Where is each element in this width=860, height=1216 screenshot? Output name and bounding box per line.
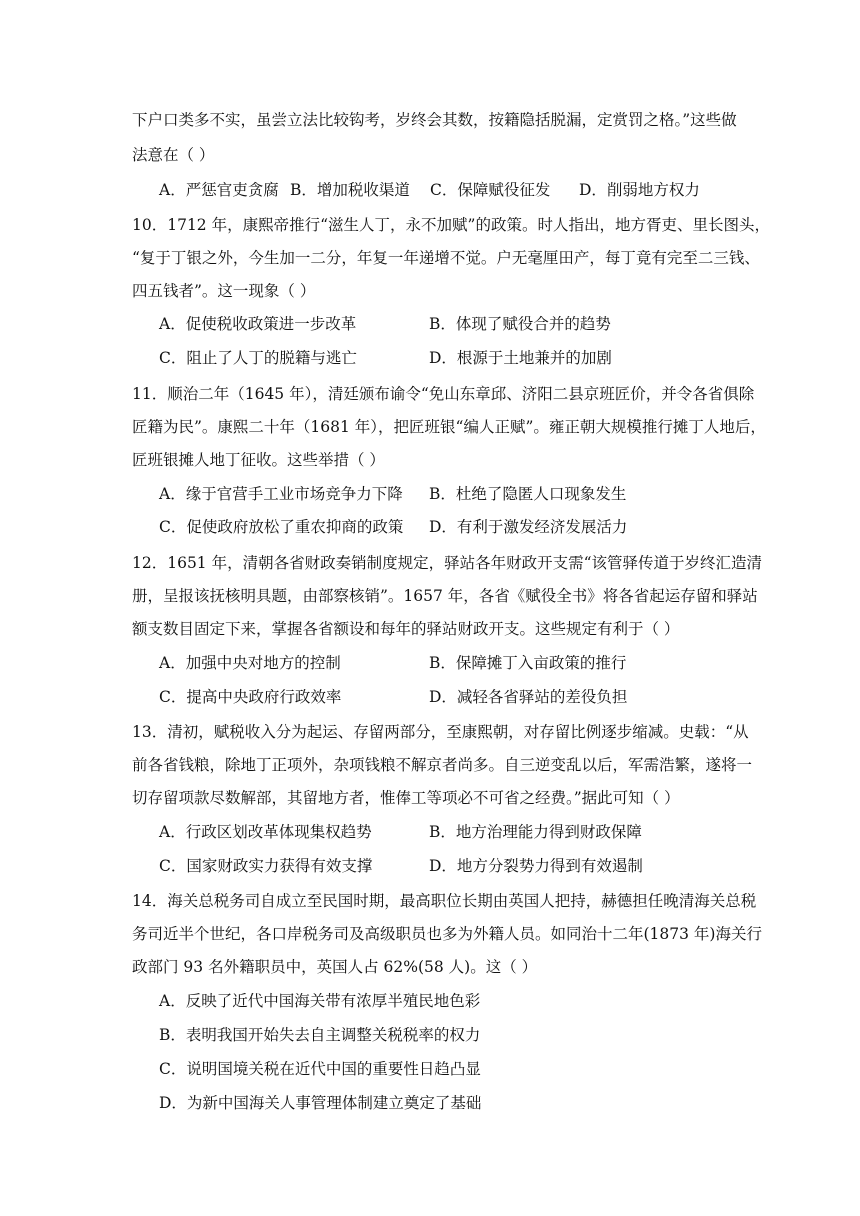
q13-option-a[interactable]: A．行政区划改革体现集权趋势 <box>159 823 372 841</box>
q12-options-row-2 <box>159 687 739 707</box>
q14-option-a-row <box>159 991 739 1011</box>
q13-option-d[interactable]: D．地方分裂势力得到有效遏制 <box>429 857 643 875</box>
q14-option-b-row <box>159 1025 739 1045</box>
q9-option-b[interactable]: B．增加税收渠道 <box>290 181 410 199</box>
q11-option-c[interactable]: C．促使政府放松了重农抑商的政策 <box>159 518 404 536</box>
q14-option-b[interactable]: B．表明我国开始失去自主调整关税税率的权力 <box>159 1026 481 1044</box>
q14-option-d[interactable]: D．为新中国海关人事管理体制建立奠定了基础 <box>159 1094 482 1112</box>
q14-stem-line-1: 14．海关总税务司自成立至民国时期，最高职位长期由英国人把持，赫德担任晚清海关总税 <box>132 892 757 910</box>
q12-option-d[interactable]: D．减轻各省驿站的差役负担 <box>429 688 628 706</box>
q10-options-row-1 <box>159 314 739 334</box>
q12-option-b[interactable]: B．保障摊丁入亩政策的推行 <box>429 654 627 672</box>
q11-stem-line-3: 匠班银摊人地丁征收。这些举措（ ） <box>132 451 385 469</box>
q13-options-row-2 <box>159 856 739 876</box>
q11-option-d[interactable]: D．有利于激发经济发展活力 <box>429 518 628 536</box>
q12-stem-line-3: 额支数目固定下来，掌握各省额设和每年的驿站财政开支。这些规定有利于（ ） <box>132 620 680 638</box>
q9-option-a[interactable]: A．严惩官吏贪腐 <box>159 181 279 199</box>
q11-stem-line-1: 11．顺治二年（1645 年），清廷颁布谕令“免山东章邱、济阳二县京班匠价，并令各省俱除 <box>132 385 755 403</box>
q14-option-c[interactable]: C．说明国境关税在近代中国的重要性日趋凸显 <box>159 1060 481 1078</box>
q11-options-row-2 <box>159 517 739 537</box>
q13-options-row-1 <box>159 822 739 842</box>
q14-option-c-row <box>159 1059 739 1079</box>
q9-stem-line-2: 法意在（ ） <box>132 146 215 164</box>
q14-option-d-row <box>159 1093 739 1113</box>
q10-options-row-2 <box>159 348 739 368</box>
q12-stem-line-2: 册，呈报该抚核明具题，由部察核销”。1657 年，各省《赋役全书》将各省起运存留和驿站 <box>132 587 758 605</box>
q13-stem-line-3: 切存留项款尽数解部，其留地方者，惟俸工等项必不可省之经费。”据此可知（ ） <box>132 789 680 807</box>
q12-stem-line-1: 12．1651 年，清朝各省财政奏销制度规定，驿站各年财政开支需“该管驿传道于岁终汇造清 <box>132 554 763 572</box>
q9-option-c[interactable]: C．保障赋役征发 <box>430 181 551 199</box>
q12-options-row-1 <box>159 653 739 673</box>
q11-stem-line-2: 匠籍为民”。康熙二十年（1681 年），把匠班银“编人正赋”。雍正朝大规模推行摊丁人地后， <box>132 418 766 436</box>
q11-options-row-1 <box>159 484 739 504</box>
q10-option-a[interactable]: A．促使税收政策进一步改革 <box>159 315 357 333</box>
q9-stem-line-1: 下户口类多不实，虽尝立法比较钩考，岁终会其数，按籍隐括脱漏，定赏罚之格。”这些做 <box>132 111 737 129</box>
q13-stem-line-2: 前各省钱粮，除地丁正项外，杂项钱粮不解京者尚多。自三逆变乱以后，军需浩繁，遂将一 <box>132 756 753 774</box>
q10-option-b[interactable]: B．体现了赋役合并的趋势 <box>429 315 611 333</box>
q9-option-d[interactable]: D．削弱地方权力 <box>579 181 700 199</box>
q10-option-d[interactable]: D．根源于土地兼并的加剧 <box>429 349 612 367</box>
q11-option-a[interactable]: A．缘于官营手工业市场竞争力下降 <box>159 485 403 503</box>
q13-option-b[interactable]: B．地方治理能力得到财政保障 <box>429 823 642 841</box>
q14-stem-line-2: 务司近半个世纪，各口岸税务司及高级职员也多为外籍人员。如同治十二年(1873 年)海关行 <box>132 925 762 943</box>
q13-option-c[interactable]: C．国家财政实力获得有效支撑 <box>159 857 373 875</box>
q11-option-b[interactable]: B．杜绝了隐匿人口现象发生 <box>429 485 627 503</box>
q12-option-c[interactable]: C．提高中央政府行政效率 <box>159 688 342 706</box>
q13-stem-line-1: 13．清初，赋税收入分为起运、存留两部分，至康熙朝，对存留比例逐步缩减。史载：“从 <box>132 723 749 741</box>
q9-options <box>159 180 739 200</box>
q10-stem-line-2: “复于丁银之外，今生加一二分，年复一年递增不觉。户无毫厘田产，每丁竟有完至二三钱、 <box>132 249 760 267</box>
q10-stem-line-3: 四五钱者”。这一现象（ ） <box>132 282 316 300</box>
q14-stem-line-3: 政部门 93 名外籍职员中，英国人占 62%(58 人)。这（ ） <box>132 958 538 976</box>
q10-stem-line-1: 10．1712 年，康熙帝推行“滋生人丁，永不加赋”的政策。时人指出，地方胥吏、里长图头， <box>132 216 770 234</box>
q14-option-a[interactable]: A．反映了近代中国海关带有浓厚半殖民地色彩 <box>159 992 481 1010</box>
q12-option-a[interactable]: A．加强中央对地方的控制 <box>159 654 341 672</box>
q10-option-c[interactable]: C．阻止了人丁的脱籍与逃亡 <box>159 349 357 367</box>
